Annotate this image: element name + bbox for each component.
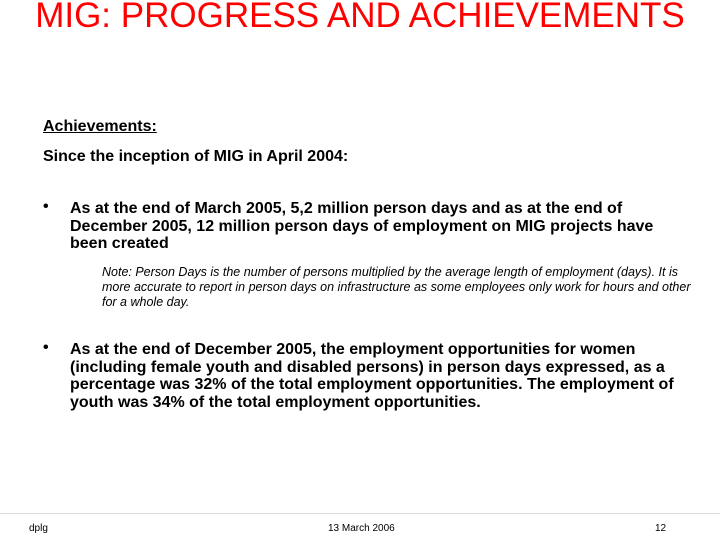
footer-date: 13 March 2006 xyxy=(328,523,395,534)
page-number: 12 xyxy=(655,523,667,534)
intro-text: Since the inception of MIG in April 2004: xyxy=(43,148,349,165)
bullet-item-2: As at the end of December 2005, the employment opportunities for women (including female youth and disabled persons) in person days expressed, as a percentage was 32% of the total employment opportunities. The employment of youth was 34% of the total employment opportunities. xyxy=(70,341,674,411)
bullet-icon: • xyxy=(43,198,49,215)
section-heading: Achievements: xyxy=(43,118,157,135)
footer-left: dplg xyxy=(29,523,48,534)
footer-divider xyxy=(0,513,720,514)
bullet-icon: • xyxy=(43,339,49,356)
note-text: Note: Person Days is the number of persons multiplied by the average length of employment (days). It is more accurate to report in person days on infrastructure as some employees only work for hours and other for a whole day. xyxy=(102,265,691,309)
bullet-item-1: As at the end of March 2005, 5,2 million person days and as at the end of December 2005, 12 million person days of employment on MIG projects have been created xyxy=(70,200,654,252)
slide-title: MIG: PROGRESS AND ACHIEVEMENTS xyxy=(35,0,685,35)
